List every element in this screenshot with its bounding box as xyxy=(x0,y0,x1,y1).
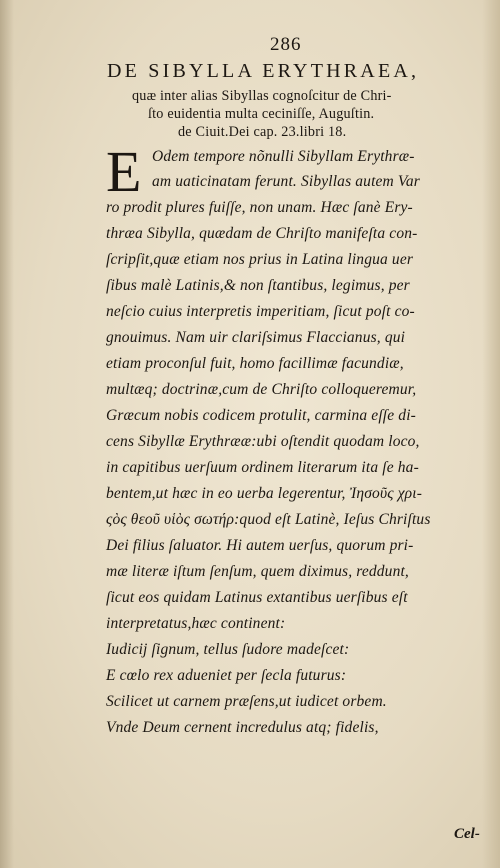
catchword: Cel- xyxy=(454,826,480,842)
text-line: multæq; doctrinæ,cum de Chriſto colloqueremur, xyxy=(106,381,417,398)
drop-cap: E xyxy=(106,139,142,204)
verse-line: Vnde Deum cernent incredulus atq; fidelis, xyxy=(106,719,379,736)
page-number: 286 xyxy=(270,34,302,55)
page-edge-shadow xyxy=(482,0,500,868)
verse-line: Scilicet ut carnem præſens,ut iudicet orbem. xyxy=(106,693,387,710)
text-line: mæ literæ iſtum ſenſum, quem diximus, reddunt, xyxy=(106,563,409,580)
text-line: ſicut eos quidam Latinus extantibus uerſibus eſt xyxy=(106,589,408,606)
text-line: ro prodit plures fuiſſe, non unam. Hæc ſanè Ery- xyxy=(106,199,413,216)
text-line: Odem tempore nõnulli Sibyllam Erythræ- xyxy=(152,148,415,165)
text-line: bentem,ut hæc in eo uerba legerentur, Ἰησοῦς χρι- xyxy=(106,485,423,502)
text-line: ςὸς θεοῦ υἱὸς σωτήρ:quod eſt Latinè, Ieſus Chriſtus xyxy=(106,511,431,528)
text-line: in capitibus uerſuum ordinem literarum ita ſe ha- xyxy=(106,459,419,476)
chapter-subtitle-line: quæ inter alias Sibyllas cognoſcitur de Chri- xyxy=(132,88,392,104)
text-line: am uaticinatam ferunt. Sibyllas autem Var xyxy=(152,173,420,190)
chapter-subtitle-line: de Ciuit.Dei cap. 23.libri 18. xyxy=(178,124,347,140)
text-line: Dei filius ſaluator. Hi autem uerſus, quorum pri- xyxy=(106,537,414,554)
text-line: cens Sibyllæ Erythrææ:ubi oſtendit quodam loco, xyxy=(106,433,420,450)
chapter-title: DE SIBYLLA ERYTHRAEA, xyxy=(107,60,420,82)
text-line: ſcripſit,quæ etiam nos prius in Latina lingua uer xyxy=(106,251,414,268)
text-line: thræa Sibylla, quædam de Chriſto manifeſta con- xyxy=(106,225,418,242)
verse-line: E cœlo rex adueniet per ſecla futurus: xyxy=(106,667,347,684)
text-line: interpretatus,hæc continent: xyxy=(106,615,286,632)
verse-line: Iudicij ſignum, tellus ſudore madeſcet: xyxy=(106,641,350,658)
text-line: Græcum nobis codicem protulit, carmina eſſe di- xyxy=(106,407,416,424)
text-line: neſcio cuius interpretis imperitiam, ſicut poſt co- xyxy=(106,303,415,320)
text-line: ſibus malè Latinis,& non ſtantibus, legimus, per xyxy=(106,277,410,294)
chapter-subtitle-line: ſto euidentia multa ceciniſſe, Auguſtin. xyxy=(148,106,375,122)
page-gutter-shadow xyxy=(0,0,14,868)
text-line: gnouimus. Nam uir clariſsimus Flaccianus, qui xyxy=(106,329,406,346)
text-line: etiam proconſul fuit, homo facillimæ facundiæ, xyxy=(106,355,404,372)
